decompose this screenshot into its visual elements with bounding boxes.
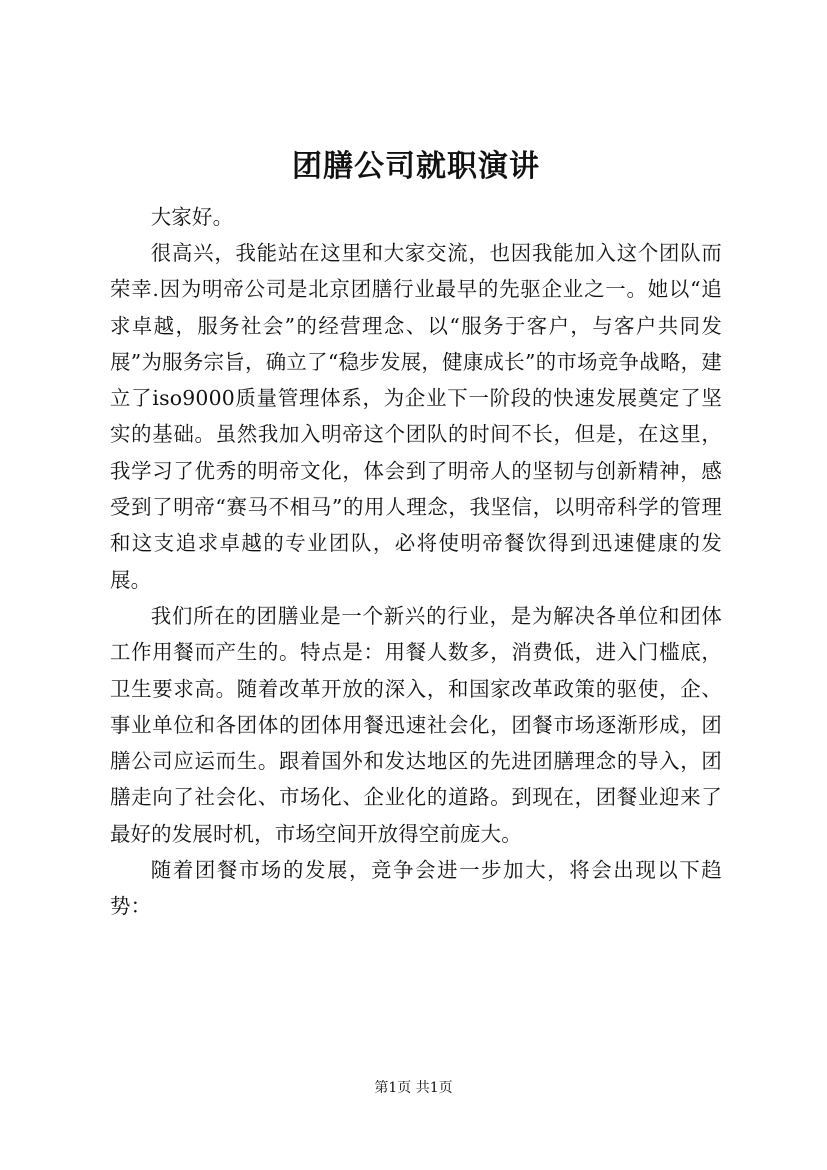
paragraph-industry: 我们所在的团膳业是一个新兴的行业，是为解决各单位和团体工作用餐而产生的。特点是：用餐人数多，消费低，进入门槛底，卫生要求高。随着改革开放的深入，和国家改革政策的驱使，企、事业单位和各团体的团体用餐迅速社会化，团餐市场逐渐形成，团膳公司应运而生。跟着国外和发达地区的先进团膳理念的导入，团膳走向了社会化、市场化、企业化的道路。到现在，团餐业迎来了最好的发展时机，市场空间开放得空前庞大。 <box>110 603 722 846</box>
page-number: 第1页 共1页 <box>374 1080 453 1096</box>
page-footer <box>0 1078 827 1098</box>
paragraph-introduction: 很高兴，我能站在这里和大家交流，也因我能加入这个团队而荣幸.因为明帝公司是北京团膳行业最早的先驱企业之一。她以“追求卓越，服务社会”的经营理念、以“服务于客户，与客户共同发展”为服务宗旨，确立了“稳步发展，健康成长”的市场竞争战略，建立了iso9000质量管理体系，为企业下一阶段的快速发展奠定了坚实的基础。虽然我加入明帝这个团队的时间不长，但是，在这里，我学习了优秀的明帝文化，体会到了明帝人的坚韧与创新精神，感受到了明帝“赛马不相马”的用人理念，我坚信，以明帝科学的管理和这支追求卓越的专业团队，必将使明帝餐饮得到迅速健康的发展。 <box>110 241 722 592</box>
document-body <box>110 145 722 925</box>
paragraph-trends: 随着团餐市场的发展，竞争会进一步加大，将会出现以下趋势： <box>110 858 722 919</box>
document-title: 团膳公司就职演讲 <box>292 149 540 184</box>
paragraph-greeting: 大家好。 <box>150 205 234 229</box>
